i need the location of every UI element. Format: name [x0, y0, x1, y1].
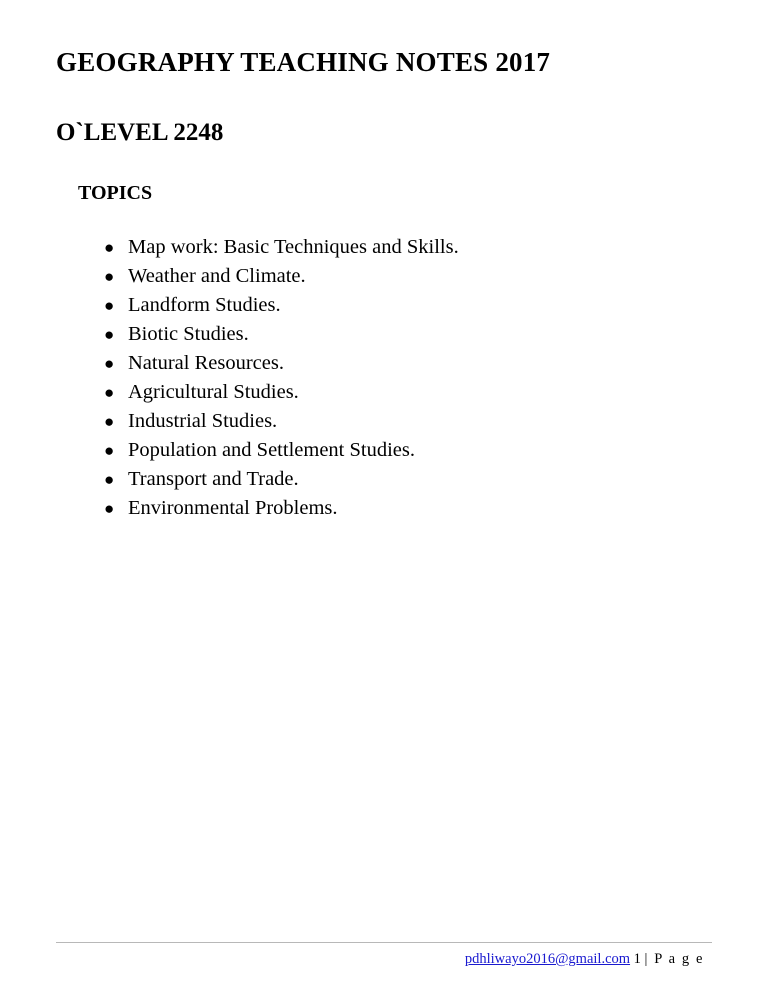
list-item: [56, 320, 704, 349]
list-item: [56, 407, 704, 436]
page-subtitle: O`LEVEL 2248: [56, 119, 224, 147]
bullet-icon: ●: [104, 267, 115, 287]
list-item-label: Biotic Studies.: [128, 323, 249, 346]
footer-divider: [56, 942, 712, 943]
list-item: [56, 349, 704, 378]
list-item: [56, 494, 704, 523]
list-item: [56, 465, 704, 494]
bullet-icon: ●: [104, 238, 115, 258]
bullet-icon: ●: [104, 441, 115, 461]
footer-email-link[interactable]: pdhliwayo2016@gmail.com: [464, 951, 631, 967]
section-heading-topics: TOPICS: [78, 182, 153, 205]
list-item: [56, 436, 704, 465]
page-footer: [56, 942, 712, 982]
list-item-label: Industrial Studies.: [128, 410, 278, 433]
list-item-label: Map work: Basic Techniques and Skills.: [128, 236, 459, 259]
footer-text: [465, 951, 704, 968]
list-item: [56, 291, 704, 320]
bullet-icon: ●: [104, 325, 115, 345]
list-item: [56, 262, 704, 291]
list-item-label: Transport and Trade.: [128, 468, 299, 491]
topics-list: [56, 205, 704, 523]
list-item-label: Landform Studies.: [128, 294, 281, 317]
list-item-label: Agricultural Studies.: [128, 381, 299, 404]
page-title: GEOGRAPHY TEACHING NOTES 2017: [56, 47, 551, 77]
list-item-label: Population and Settlement Studies.: [128, 439, 415, 462]
list-item-label: Environmental Problems.: [128, 497, 338, 520]
list-item: [56, 378, 704, 407]
list-item: [56, 233, 704, 262]
bullet-icon: ●: [104, 499, 115, 519]
bullet-icon: ●: [104, 296, 115, 316]
list-item-label: Weather and Climate.: [128, 265, 306, 288]
footer-page-label: | P a g e: [644, 951, 704, 967]
list-item-label: Natural Resources.: [128, 352, 284, 375]
bullet-icon: ●: [104, 354, 115, 374]
bullet-icon: ●: [104, 383, 115, 403]
footer-page-number: 1: [633, 951, 641, 967]
bullet-icon: ●: [104, 470, 115, 490]
bullet-icon: ●: [104, 412, 115, 432]
